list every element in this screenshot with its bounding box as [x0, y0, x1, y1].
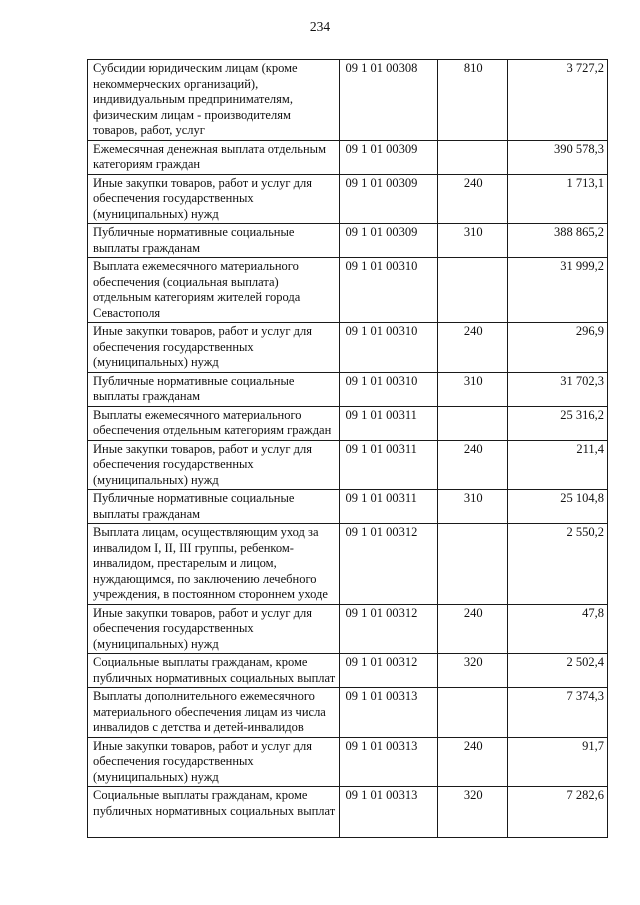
budget-table-body [88, 60, 608, 838]
row-code-cell: 09 1 01 00312 [340, 654, 437, 688]
row-name-cell: Выплата ежемесячного материального обеспечения (социальная выплата) отдельным категориям жителей города Севастополя [88, 258, 340, 323]
row-expense-type-cell: 240 [437, 323, 507, 373]
row-expense-type-cell: 310 [437, 490, 507, 524]
row-expense-type-cell: 240 [437, 174, 507, 224]
table-row [88, 654, 608, 688]
table-row [88, 60, 608, 141]
row-amount-cell: 388 865,2 [507, 224, 607, 258]
row-code-cell: 09 1 01 00309 [340, 140, 437, 174]
row-amount-cell: 7 374,3 [507, 688, 607, 738]
page-number: 234 [309, 19, 331, 34]
table-row [88, 224, 608, 258]
row-code-cell: 09 1 01 00308 [340, 60, 437, 141]
table-row [88, 258, 608, 323]
row-expense-type-cell [437, 258, 507, 323]
row-expense-type-cell: 320 [437, 787, 507, 838]
row-amount-cell: 25 104,8 [507, 490, 607, 524]
row-code-cell: 09 1 01 00310 [340, 323, 437, 373]
row-amount-cell: 25 316,2 [507, 406, 607, 440]
row-name-cell: Иные закупки товаров, работ и услуг для обеспечения государственных (муниципальных) нужд [88, 604, 340, 654]
row-code-cell: 09 1 01 00312 [340, 604, 437, 654]
row-name-cell: Публичные нормативные социальные выплаты гражданам [88, 224, 340, 258]
row-name-cell: Выплаты ежемесячного материального обеспечения отдельным категориям граждан [88, 406, 340, 440]
row-amount-cell: 7 282,6 [507, 787, 607, 838]
table-row [88, 490, 608, 524]
row-name-cell: Иные закупки товаров, работ и услуг для обеспечения государственных (муниципальных) нужд [88, 174, 340, 224]
budget-table [87, 59, 608, 838]
row-code-cell: 09 1 01 00312 [340, 524, 437, 605]
row-expense-type-cell: 310 [437, 224, 507, 258]
table-row [88, 737, 608, 787]
row-code-cell: 09 1 01 00313 [340, 737, 437, 787]
table-row [88, 787, 608, 838]
row-name-cell: Выплата лицам, осуществляющим уход за инвалидом I, II, III группы, ребенком-инвалидом, престарелым и лицом, нуждающимся, по заключению лечебного учреждения, в постоянном стороннем уходе [88, 524, 340, 605]
table-row [88, 174, 608, 224]
row-expense-type-cell: 240 [437, 440, 507, 490]
row-expense-type-cell [437, 524, 507, 605]
table-row [88, 604, 608, 654]
row-name-cell: Выплаты дополнительного ежемесячного материального обеспечения лицам из числа инвалидов с детства и детей-инвалидов [88, 688, 340, 738]
row-name-cell: Публичные нормативные социальные выплаты гражданам [88, 490, 340, 524]
row-amount-cell: 47,8 [507, 604, 607, 654]
row-name-cell: Социальные выплаты гражданам, кроме публичных нормативных социальных выплат [88, 654, 340, 688]
row-amount-cell: 2 550,2 [507, 524, 607, 605]
row-amount-cell: 31 702,3 [507, 372, 607, 406]
row-expense-type-cell: 810 [437, 60, 507, 141]
table-row [88, 406, 608, 440]
row-amount-cell: 296,9 [507, 323, 607, 373]
row-expense-type-cell: 240 [437, 737, 507, 787]
table-row [88, 323, 608, 373]
row-name-cell: Иные закупки товаров, работ и услуг для обеспечения государственных (муниципальных) нужд [88, 737, 340, 787]
row-amount-cell: 1 713,1 [507, 174, 607, 224]
row-code-cell: 09 1 01 00313 [340, 688, 437, 738]
row-code-cell: 09 1 01 00309 [340, 174, 437, 224]
row-amount-cell: 2 502,4 [507, 654, 607, 688]
row-expense-type-cell: 320 [437, 654, 507, 688]
row-expense-type-cell: 240 [437, 604, 507, 654]
row-amount-cell: 211,4 [507, 440, 607, 490]
row-name-cell: Иные закупки товаров, работ и услуг для обеспечения государственных (муниципальных) нужд [88, 440, 340, 490]
row-name-cell: Ежемесячная денежная выплата отдельным категориям граждан [88, 140, 340, 174]
row-name-cell: Социальные выплаты гражданам, кроме публичных нормативных социальных выплат [88, 787, 340, 838]
row-name-cell: Иные закупки товаров, работ и услуг для обеспечения государственных (муниципальных) нужд [88, 323, 340, 373]
row-code-cell: 09 1 01 00311 [340, 490, 437, 524]
row-name-cell: Публичные нормативные социальные выплаты гражданам [88, 372, 340, 406]
row-expense-type-cell: 310 [437, 372, 507, 406]
table-row [88, 140, 608, 174]
row-amount-cell: 390 578,3 [507, 140, 607, 174]
table-row [88, 524, 608, 605]
table-row [88, 440, 608, 490]
row-code-cell: 09 1 01 00310 [340, 372, 437, 406]
row-name-cell: Субсидии юридическим лицам (кроме некоммерческих организаций), индивидуальным предпринимателям, физическим лицам - производителям товаров, работ, услуг [88, 60, 340, 141]
row-code-cell: 09 1 01 00310 [340, 258, 437, 323]
row-expense-type-cell [437, 688, 507, 738]
table-row [88, 372, 608, 406]
row-code-cell: 09 1 01 00313 [340, 787, 437, 838]
row-code-cell: 09 1 01 00309 [340, 224, 437, 258]
row-code-cell: 09 1 01 00311 [340, 406, 437, 440]
row-expense-type-cell [437, 406, 507, 440]
row-code-cell: 09 1 01 00311 [340, 440, 437, 490]
row-expense-type-cell [437, 140, 507, 174]
row-amount-cell: 31 999,2 [507, 258, 607, 323]
row-amount-cell: 3 727,2 [507, 60, 607, 141]
table-row [88, 688, 608, 738]
row-amount-cell: 91,7 [507, 737, 607, 787]
